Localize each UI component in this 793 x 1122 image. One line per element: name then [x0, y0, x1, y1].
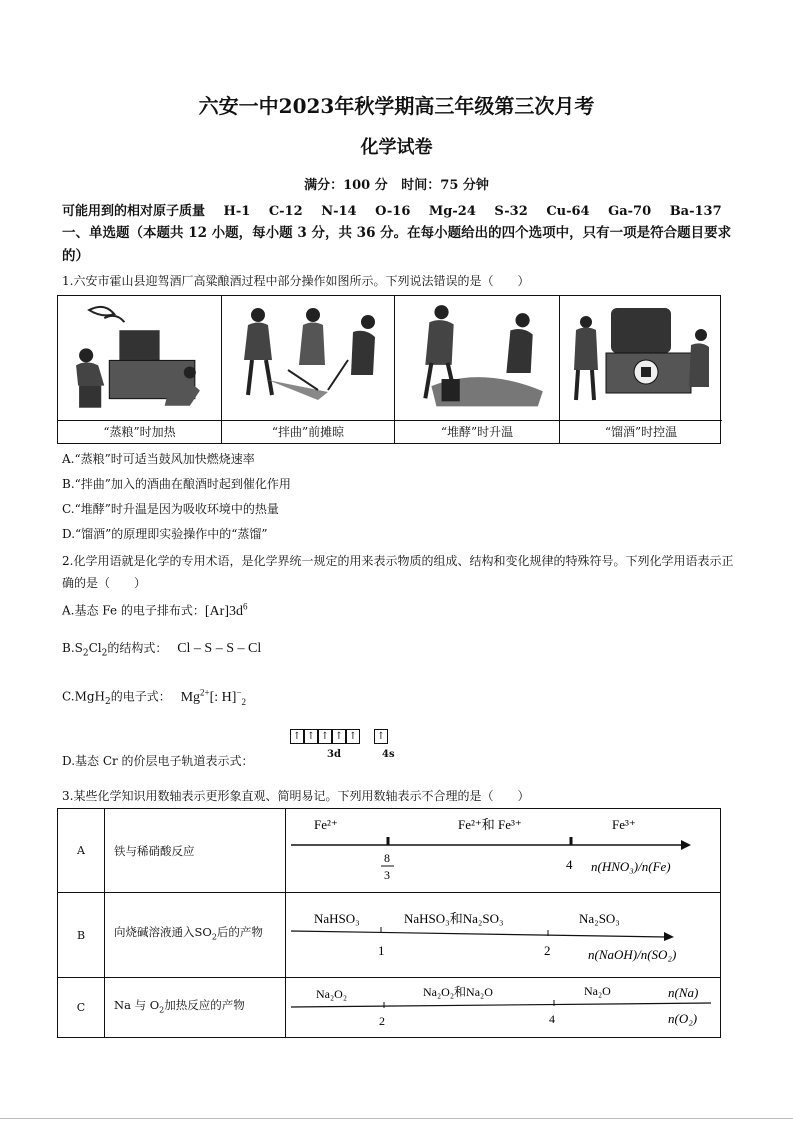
q1-option-c: C.“堆酵”时升温是因为吸收环境中的热量 — [62, 502, 279, 516]
region-label: Fe²⁺和 Fe³⁺ — [458, 817, 522, 832]
table-row — [58, 978, 720, 1037]
tick-label: 1 — [378, 943, 385, 958]
s2cl2-structure: Cl – S – S – Cl — [177, 641, 262, 656]
region-label: NaHSO₃ — [314, 911, 360, 926]
axis-arrow — [664, 932, 674, 941]
tick-label: 8 — [384, 851, 390, 865]
caption-distilling: “馏酒”时控温 — [560, 420, 722, 443]
row-label: C — [58, 978, 105, 1037]
q1-option-b: B.“拌曲”加入的酒曲在酿酒时起到催化作用 — [62, 477, 291, 491]
image-cell-distilling — [560, 296, 722, 443]
image-cell-spreading — [222, 296, 395, 443]
distilling-illustration — [566, 300, 716, 415]
q2-option-b: $B.S_2Cl_2$的结构式： Cl – S – S – Cl — [62, 641, 262, 659]
fe-config: $[Ar]3d^6$ — [204, 601, 248, 619]
mgh2-electron-formula: $Mg^{2+}$[: $H]^-_2$ — [180, 687, 247, 707]
tick-label: 4 — [566, 857, 573, 872]
tick-label: 3 — [384, 868, 390, 882]
number-line-a — [286, 809, 720, 892]
q1-option-a: A.“蒸粮”时可适当鼓风加快燃烧速率 — [62, 452, 255, 466]
image-cell-fermenting — [395, 296, 560, 443]
table-row — [58, 809, 720, 893]
caption-steaming: “蒸粮”时加热 — [58, 420, 221, 443]
q1-image-table — [57, 295, 721, 444]
spreading-illustration — [228, 300, 388, 415]
q1-option-d: D.“馏酒”的原理即实验操作中的“蒸馏” — [62, 527, 268, 541]
section-heading: 一、单选题（本题共 12 小题，每小题 3 分，共 36 分。在每小题给出的四个选项中，只有一项是符合题目要求的） — [62, 225, 732, 264]
page-bottom-rule — [0, 1118, 793, 1119]
region-label: NaHSO₃和Na₂SO₃ — [404, 911, 504, 926]
cr-orbital-diagram: ↑ ↑ ↑ ↑ ↑ ↑ — [290, 728, 388, 744]
caption-fermenting: “堆酵”时升温 — [395, 420, 559, 443]
number-line-c — [286, 978, 720, 1037]
row-label: B — [58, 893, 105, 977]
row-desc: 铁与稀硝酸反应 — [104, 809, 286, 892]
axis-arrow — [681, 840, 691, 850]
q2-option-a: A.基态 Fe 的电子排布式：$[Ar]3d^6$ — [62, 601, 248, 619]
axis-label: n(HNO₃)/n(Fe) — [591, 859, 671, 874]
row-desc: 向烧碱溶液通入$SO_2$后的产物 — [104, 893, 286, 977]
axis-label: n(NaOH)/n(SO₂) — [588, 947, 677, 962]
exam-info: 满分：100 分 时间：75 分钟 — [304, 178, 489, 193]
region-label: Na₂O — [584, 984, 611, 998]
caption-spreading: “拌曲”前摊晾 — [222, 420, 394, 443]
region-label: Fe²⁺ — [314, 817, 338, 832]
number-line-b — [286, 893, 720, 977]
table-row — [58, 893, 720, 978]
exam-subtitle: 化学试卷 — [360, 137, 433, 158]
region-label: Fe³⁺ — [612, 817, 636, 832]
exam-title: 六安一中2023年秋学期高三年级第三次月考 — [198, 94, 595, 118]
fermenting-illustration — [401, 300, 553, 417]
image-cell-steaming — [58, 296, 222, 443]
tick-label: 4 — [549, 1012, 555, 1026]
axis-label: n(Na) — [668, 985, 699, 1000]
q2-stem: 2.化学用语就是化学的专用术语，是化学界统一规定的用来表示物质的组成、结构和变化规律的特殊符号。下列化学用语表示正确的是（ ） — [62, 554, 734, 590]
q3-table — [57, 808, 721, 1038]
row-desc: Na 与 $O_2$加热反应的产物 — [104, 978, 286, 1037]
axis-label: n(O₂) — [668, 1011, 698, 1026]
tick-label: 2 — [544, 943, 551, 958]
atomic-masses: 可能用到的相对原子质量 H-1 C-12 N-14 O-16 Mg-24 S-32 Cu-64 Ga-70 Ba-137 — [62, 204, 722, 219]
row-label: A — [58, 809, 105, 892]
q1-stem: 1.六安市霍山县迎驾酒厂高粱酿酒过程中部分操作如图所示。下列说法错误的是（ ） — [62, 274, 530, 288]
region-label: Na₂SO₃ — [579, 911, 620, 926]
label-4s: 4s — [382, 749, 395, 760]
q2-option-d: D.基态 Cr 的价层电子轨道表示式： — [62, 754, 254, 768]
region-label: Na₂O₂和Na₂O — [423, 985, 493, 999]
axis-line — [291, 931, 666, 937]
axis-line — [291, 1003, 711, 1007]
steaming-illustration — [64, 300, 215, 416]
tick-label: 2 — [379, 1014, 385, 1028]
q3-stem: 3.某些化学知识用数轴表示更形象直观、简明易记。下列用数轴表示不合理的是（ ） — [62, 789, 530, 803]
q2-option-c: C.MgH$_2$的电子式： $Mg^{2+}$[: $H]^-_2$ — [62, 687, 247, 708]
label-3d: 3d — [327, 749, 341, 760]
region-label: Na₂O₂ — [316, 987, 348, 1001]
